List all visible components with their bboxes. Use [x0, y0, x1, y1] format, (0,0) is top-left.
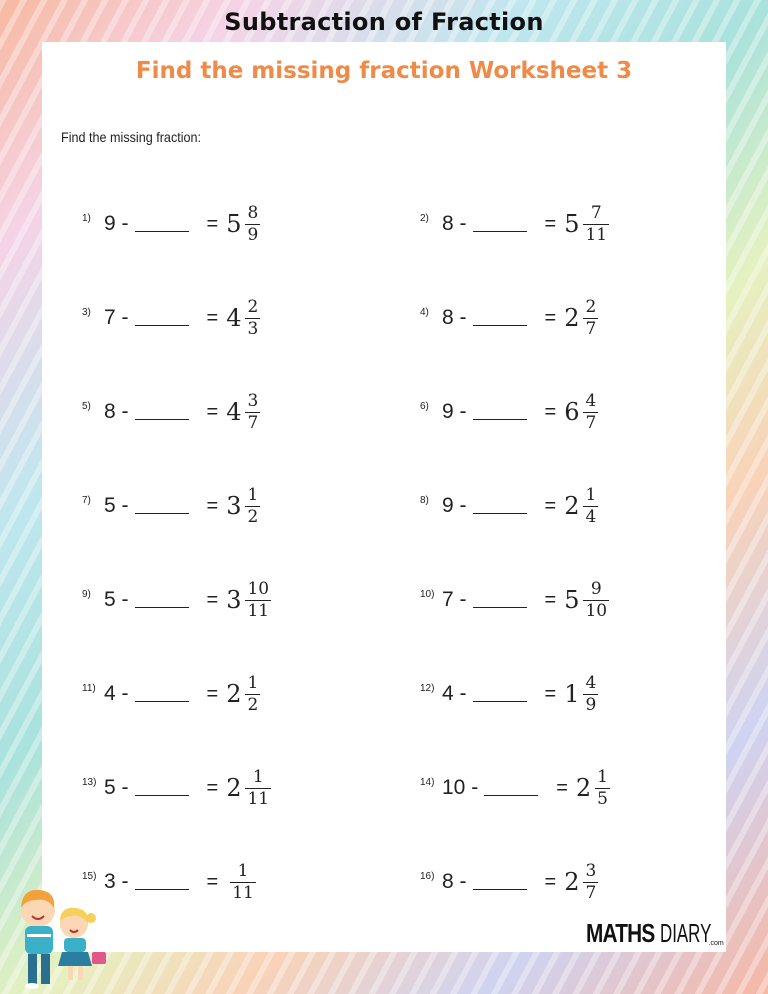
problem-item: [420, 758, 610, 818]
equals-sign: =: [544, 870, 557, 893]
problem-minuend: 4 -: [442, 682, 467, 705]
fraction: [583, 298, 598, 338]
problem-number: 2): [420, 212, 429, 224]
problem-minuend: 5 -: [104, 776, 129, 799]
fraction-denominator: 9: [585, 694, 597, 715]
answer-blank[interactable]: [135, 325, 189, 326]
problem-minuend: 8 -: [442, 870, 467, 893]
fraction-denominator: 2: [247, 506, 259, 527]
fraction-denominator: 11: [247, 600, 270, 621]
problem-item: [420, 382, 598, 442]
fraction-denominator: 10: [585, 600, 608, 621]
problem-item: [82, 382, 260, 442]
mathsdiary-logo: [586, 918, 724, 949]
problem-number: 7): [82, 494, 91, 506]
fraction: [245, 486, 260, 526]
problem-minuend: 8 -: [442, 306, 467, 329]
problem-minuend: 9 -: [442, 494, 467, 517]
fraction: [245, 768, 271, 808]
fraction: [245, 298, 260, 338]
problem-minuend: 9 -: [104, 212, 129, 235]
logo-suffix: .com: [708, 940, 724, 947]
fraction-numerator: 8: [247, 202, 259, 223]
problem-item: [420, 288, 598, 348]
problem-item: [420, 194, 609, 254]
problem-minuend: 4 -: [104, 682, 129, 705]
problem-minuend: 8 -: [104, 400, 129, 423]
problem-item: [420, 476, 598, 536]
fraction-denominator: 11: [585, 224, 608, 245]
problem-item: [82, 664, 260, 724]
fraction: [245, 674, 260, 714]
equals-sign: =: [544, 682, 557, 705]
answer-blank[interactable]: [473, 889, 527, 890]
fraction-numerator: 1: [252, 766, 264, 787]
problem-item: [82, 288, 260, 348]
mixed-whole: 5: [564, 586, 580, 614]
fraction: [245, 580, 271, 620]
equals-sign: =: [544, 212, 557, 235]
fraction-numerator: 9: [590, 578, 602, 599]
answer-blank[interactable]: [473, 701, 527, 702]
fraction-numerator: 1: [247, 672, 259, 693]
fraction: [583, 862, 598, 902]
mixed-whole: 3: [226, 586, 242, 614]
problem-number: 16): [420, 870, 435, 882]
fraction-numerator: 1: [237, 860, 249, 881]
problem-number: 11): [82, 682, 96, 694]
equals-sign: =: [206, 306, 219, 329]
equals-sign: =: [206, 494, 219, 517]
equals-sign: =: [206, 400, 219, 423]
fraction-denominator: 11: [247, 788, 270, 809]
fraction: [245, 204, 260, 244]
fraction-denominator: 7: [585, 882, 597, 903]
fraction: [583, 580, 609, 620]
fraction-numerator: 1: [585, 484, 597, 505]
fraction: [583, 674, 598, 714]
problem-item: [420, 570, 609, 630]
fraction: [583, 204, 609, 244]
fraction-denominator: 7: [585, 318, 597, 339]
fraction-denominator: 4: [585, 506, 597, 527]
answer-blank[interactable]: [473, 607, 527, 608]
equals-sign: =: [556, 776, 568, 799]
fraction: [245, 392, 260, 432]
problem-minuend: 7 -: [442, 588, 467, 611]
fraction-denominator: 3: [247, 318, 259, 339]
fraction-denominator: 7: [247, 412, 259, 433]
equals-sign: =: [544, 588, 557, 611]
equals-sign: =: [206, 212, 219, 235]
fraction: [595, 768, 610, 808]
fraction-denominator: 2: [247, 694, 259, 715]
problem-minuend: 5 -: [104, 588, 129, 611]
fraction: [583, 486, 598, 526]
problem-number: 6): [420, 400, 429, 412]
fraction-numerator: 4: [585, 390, 597, 411]
problem-number: 8): [420, 494, 429, 506]
equals-sign: =: [544, 400, 557, 423]
mixed-whole: 1: [564, 680, 580, 708]
problem-item: [420, 852, 598, 912]
worksheet-sheet: [42, 42, 726, 952]
equals-sign: =: [206, 870, 219, 893]
equals-sign: =: [206, 682, 219, 705]
worksheet-subtitle: Find the missing fraction Worksheet 3: [135, 58, 633, 84]
fraction-numerator: 3: [247, 390, 259, 411]
answer-blank[interactable]: [135, 607, 189, 608]
equals-sign: =: [544, 306, 557, 329]
problem-number: 12): [420, 682, 435, 694]
answer-blank[interactable]: [135, 231, 189, 232]
mixed-whole: 2: [575, 774, 592, 802]
mixed-whole: 2: [226, 774, 242, 802]
problem-number: 1): [82, 212, 91, 224]
mixed-whole: 4: [226, 304, 242, 332]
problem-number: 14): [420, 776, 435, 788]
equals-sign: =: [206, 588, 219, 611]
mixed-whole: 2: [564, 868, 580, 896]
problem-number: 13): [82, 776, 97, 788]
fraction-denominator: 5: [597, 788, 608, 809]
problem-number: 9): [82, 588, 91, 600]
fraction-denominator: 9: [247, 224, 259, 245]
mixed-whole: 2: [564, 492, 580, 520]
problem-minuend: 8 -: [442, 212, 467, 235]
problem-minuend: 7 -: [104, 306, 129, 329]
fraction-denominator: 11: [232, 882, 254, 903]
worksheet-instructions: Find the missing fraction:: [61, 129, 202, 145]
mixed-whole: 5: [226, 210, 242, 238]
problem-item: [82, 194, 260, 254]
answer-blank[interactable]: [135, 701, 189, 702]
fraction-numerator: 2: [247, 296, 259, 317]
answer-blank[interactable]: [135, 513, 189, 514]
fraction-numerator: 10: [247, 578, 270, 599]
problem-item: [82, 570, 271, 630]
problem-item: [420, 664, 598, 724]
problem-number: 5): [82, 400, 91, 412]
problem-minuend: 9 -: [442, 400, 467, 423]
answer-blank[interactable]: [473, 231, 527, 232]
fraction-denominator: 7: [585, 412, 597, 433]
mixed-whole: 2: [564, 304, 580, 332]
fraction-numerator: 1: [247, 484, 259, 505]
mixed-whole: 6: [564, 398, 580, 426]
problem-item: [82, 758, 271, 818]
problem-item: [82, 476, 260, 536]
answer-blank[interactable]: [135, 419, 189, 420]
answer-blank[interactable]: [473, 325, 527, 326]
mixed-whole: 4: [226, 398, 242, 426]
mixed-whole: 3: [226, 492, 242, 520]
fraction-numerator: 7: [590, 202, 602, 223]
problem-number: 10): [420, 588, 435, 600]
answer-blank[interactable]: [135, 795, 189, 796]
problem-minuend: 10 -: [442, 776, 479, 799]
fraction-numerator: 4: [585, 672, 597, 693]
answer-blank[interactable]: [473, 419, 527, 420]
fraction: [583, 392, 598, 432]
mixed-whole: 2: [226, 680, 242, 708]
kids-mascot-icon: [8, 880, 112, 990]
fraction-numerator: 2: [585, 296, 597, 317]
fraction: [230, 862, 256, 902]
problem-number: 4): [420, 306, 429, 318]
problem-number: 3): [82, 306, 91, 318]
problem-minuend: 5 -: [104, 494, 129, 517]
logo-light-text: DIARY: [659, 918, 711, 948]
logo-bold-text: MATHS: [586, 918, 655, 948]
fraction-numerator: 3: [585, 860, 597, 881]
answer-blank[interactable]: [484, 795, 538, 796]
answer-blank[interactable]: [135, 889, 189, 890]
problem-minuend: 3 -: [104, 870, 129, 893]
answer-blank[interactable]: [473, 513, 527, 514]
fraction-numerator: 1: [597, 766, 608, 787]
mixed-whole: 5: [564, 210, 580, 238]
equals-sign: =: [544, 494, 557, 517]
problem-number: 15): [82, 870, 97, 882]
page-title: Subtraction of Fraction: [224, 8, 544, 36]
equals-sign: =: [206, 776, 219, 799]
